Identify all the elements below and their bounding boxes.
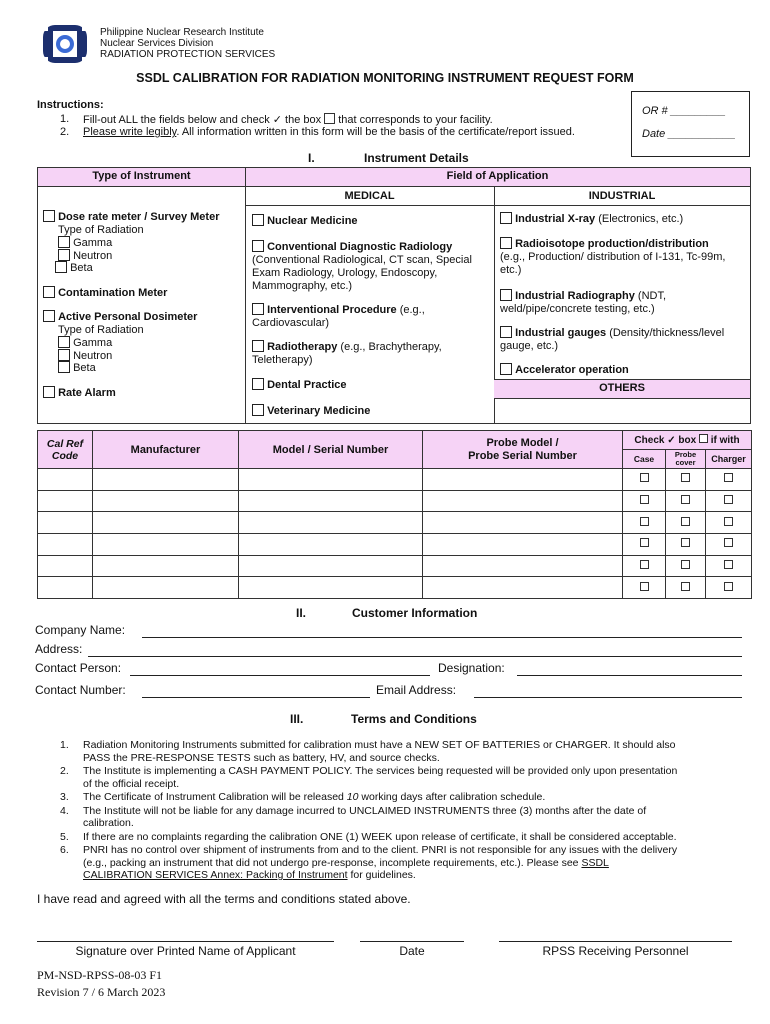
instruction-2-text: . All information written in this form will be the basis of the certificate/report issued. xyxy=(176,126,575,138)
beta-option-2[interactable] xyxy=(58,361,96,375)
model-serial-cell[interactable] xyxy=(239,577,423,599)
applicant-signature-line[interactable] xyxy=(37,941,334,942)
form-title: SSDL CALIBRATION FOR RADIATION MONITORING INSTRUMENT REQUEST FORM xyxy=(136,71,634,85)
gamma-option[interactable] xyxy=(58,236,112,250)
or-number-field[interactable]: OR # _________ xyxy=(642,105,726,117)
term-4-num: 4. xyxy=(60,804,69,817)
calibration-table xyxy=(37,430,752,599)
form-revision: Revision 7 / 6 March 2023 xyxy=(37,985,166,999)
probe-cover-label-1: Probe xyxy=(674,450,697,459)
company-name-label: Company Name: xyxy=(35,623,126,637)
rate-alarm-option[interactable] xyxy=(43,386,116,400)
contact-number-input[interactable] xyxy=(142,697,370,698)
designation-label: Designation: xyxy=(438,661,505,675)
probe-serial-cell[interactable] xyxy=(423,490,623,512)
cal-ref-cell[interactable] xyxy=(38,512,93,534)
type-of-radiation-label: Type of Radiation xyxy=(58,224,144,236)
pnri-logo-icon xyxy=(40,23,90,65)
term-5-line-1: If there are no complaints regarding the calibration ONE (1) WEEK upon release of certificate, it shall be considered acceptable. xyxy=(83,830,677,843)
charger-checkbox-cell[interactable] xyxy=(706,512,752,534)
gamma-label: Gamma xyxy=(73,237,113,249)
table-row xyxy=(38,469,752,491)
industrial-xray-label: Industrial X-ray xyxy=(515,213,596,225)
address-label: Address: xyxy=(35,642,83,656)
org-line2: Nuclear Services Division xyxy=(100,38,214,49)
industrial-header: INDUSTRIAL xyxy=(588,190,656,202)
checkbox[interactable] xyxy=(640,473,649,482)
interventional-desc-1: (e.g., xyxy=(399,304,425,316)
annex-link-part-1[interactable]: SSDL xyxy=(581,856,609,869)
apd-checkbox[interactable] xyxy=(43,310,55,322)
term-1-line-1: Radiation Monitoring Instruments submitted for calibration must have a NEW SET OF BATTERIES or CHARGER. It should also xyxy=(83,739,676,751)
veterinary-label: Veterinary Medicine xyxy=(267,405,371,417)
accelerator-option[interactable] xyxy=(500,363,629,377)
manufacturer-cell[interactable] xyxy=(93,555,239,577)
dose-rate-option[interactable] xyxy=(43,210,219,224)
gauges-label: Industrial gauges xyxy=(515,327,607,339)
cal-ref-cell[interactable] xyxy=(38,555,93,577)
instructions-label: Instructions: xyxy=(37,99,104,111)
checkbox[interactable] xyxy=(681,517,690,526)
checkbox[interactable] xyxy=(640,560,649,569)
checkbox[interactable] xyxy=(640,517,649,526)
nuclear-medicine-label: Nuclear Medicine xyxy=(267,215,358,227)
industrial-xray-checkbox[interactable] xyxy=(500,212,512,224)
instruction-1 xyxy=(83,113,493,127)
field-of-application-header: Field of Application xyxy=(446,170,549,182)
section2-num: II. xyxy=(296,606,307,620)
designation-input[interactable] xyxy=(517,675,742,676)
section1-title: Instrument Details xyxy=(364,151,469,165)
term-6-line-1: PNRI has no control over shipment of instruments from and to the client. PNRI is not responsible for any issues with the delivery xyxy=(83,844,678,856)
charger-checkbox-cell[interactable] xyxy=(706,469,752,491)
charger-checkbox-cell[interactable] xyxy=(706,555,752,577)
charger-checkbox-cell[interactable] xyxy=(706,490,752,512)
term-1 xyxy=(60,739,735,764)
instruction-2-emphasis: Please write legibly xyxy=(83,126,177,138)
beta-checkbox-2[interactable] xyxy=(58,361,70,373)
nuclear-medicine-checkbox[interactable] xyxy=(252,214,264,226)
probe-serial-cell[interactable] xyxy=(423,469,623,491)
term-4-line-2: calibration. xyxy=(83,817,134,829)
instruction-2 xyxy=(83,126,575,139)
beta-label: Beta xyxy=(70,262,93,274)
case-checkbox-cell[interactable] xyxy=(623,555,666,577)
radiotherapy-desc-2: Teletherapy) xyxy=(252,354,313,366)
industrial-xray-option[interactable] xyxy=(500,212,683,226)
neutron-label: Neutron xyxy=(73,250,113,262)
instruction-1-text-a: Fill-out ALL the fields below and check ✓ the box xyxy=(83,114,322,126)
checkbox[interactable] xyxy=(681,538,690,547)
cal-ref-cell[interactable] xyxy=(38,534,93,556)
radioisotope-label: Radioisotope production/distribution xyxy=(515,238,709,250)
contamination-label: Contamination Meter xyxy=(58,287,168,299)
conventional-radiology-desc-3: Mammography, etc.) xyxy=(252,280,353,292)
conventional-radiology-checkbox[interactable] xyxy=(252,240,264,252)
manufacturer-cell[interactable] xyxy=(93,512,239,534)
radiotherapy-desc-1: (e.g., Brachytherapy, xyxy=(340,341,442,353)
section1-num: I. xyxy=(308,151,315,165)
neutron-checkbox-2[interactable] xyxy=(58,349,70,361)
table-row xyxy=(38,512,752,534)
veterinary-checkbox[interactable] xyxy=(252,404,264,416)
probe-cover-checkbox-cell[interactable] xyxy=(666,534,706,556)
term-2-num: 2. xyxy=(60,765,69,777)
checkbox[interactable] xyxy=(724,473,733,482)
accelerator-label: Accelerator operation xyxy=(515,364,629,376)
term-4-line-1: The Institute will not be liable for any damage incurred to UNCLAIMED INSTRUMENTS three (3) months after the date of xyxy=(83,804,647,817)
model-serial-cell[interactable] xyxy=(239,512,423,534)
check-box-header xyxy=(623,431,752,450)
model-serial-cell[interactable] xyxy=(239,469,423,491)
term-5 xyxy=(60,831,735,844)
gamma-label-2: Gamma xyxy=(73,337,113,349)
conventional-radiology-desc-1: (Conventional Radiological, CT scan, Special xyxy=(252,254,472,266)
checkbox[interactable] xyxy=(724,582,733,591)
term-2 xyxy=(60,765,735,790)
probe-serial-cell[interactable] xyxy=(423,512,623,534)
rpss-signature-line[interactable] xyxy=(499,941,732,942)
term-3-num: 3. xyxy=(60,791,69,803)
term-3-text-b: working days after calibration schedule. xyxy=(358,791,546,803)
model-serial-cell[interactable] xyxy=(239,555,423,577)
if-with-label: if with xyxy=(710,435,740,446)
case-checkbox-cell[interactable] xyxy=(623,490,666,512)
check-box-label: Check ✓ box xyxy=(634,435,697,446)
radiotherapy-option[interactable] xyxy=(252,340,492,367)
interventional-option[interactable] xyxy=(252,303,492,330)
terms-list xyxy=(60,739,735,882)
term-2-line-1: The Institute is implementing a CASH PAYMENT POLICY. The services being requested will be provided only upon presentation xyxy=(83,765,678,777)
checkbox[interactable] xyxy=(681,473,690,482)
or-box xyxy=(631,91,750,157)
contamination-checkbox[interactable] xyxy=(43,286,55,298)
cal-ref-code-header xyxy=(38,431,93,469)
rate-alarm-checkbox[interactable] xyxy=(43,386,55,398)
manufacturer-cell[interactable] xyxy=(93,469,239,491)
contact-person-label: Contact Person: xyxy=(35,661,122,675)
charger-checkbox-cell[interactable] xyxy=(706,534,752,556)
date-signature-line[interactable] xyxy=(360,941,464,942)
cal-ref-cell[interactable] xyxy=(38,577,93,599)
date-signature-label: Date xyxy=(399,944,425,958)
case-header: Case xyxy=(623,450,666,469)
section3-title: Terms and Conditions xyxy=(351,712,477,726)
industrial-xray-desc: (Electronics, etc.) xyxy=(598,213,684,225)
gauges-desc-1: (Density/thickness/level xyxy=(609,327,725,339)
type-of-instrument-header: Type of Instrument xyxy=(92,170,191,182)
beta-label-2: Beta xyxy=(73,362,96,374)
cal-ref-cell[interactable] xyxy=(38,490,93,512)
gauges-option[interactable] xyxy=(500,326,750,353)
cal-ref-cell[interactable] xyxy=(38,469,93,491)
manufacturer-cell[interactable] xyxy=(93,577,239,599)
model-serial-header: Model / Serial Number xyxy=(239,431,423,469)
org-line1: Philippine Nuclear Research Institute xyxy=(100,27,264,38)
checkbox-sample-icon-2 xyxy=(699,434,708,443)
radiography-label: Industrial Radiography xyxy=(515,290,635,302)
table-row xyxy=(38,577,752,599)
checkbox[interactable] xyxy=(681,495,690,504)
model-serial-cell[interactable] xyxy=(239,490,423,512)
checkbox[interactable] xyxy=(724,538,733,547)
probe-serial-cell[interactable] xyxy=(423,577,623,599)
beta-checkbox[interactable] xyxy=(55,261,67,273)
dental-checkbox[interactable] xyxy=(252,378,264,390)
accelerator-checkbox[interactable] xyxy=(500,363,512,375)
gamma-option-2[interactable] xyxy=(58,336,112,350)
table-row xyxy=(38,534,752,556)
radiotherapy-checkbox[interactable] xyxy=(252,340,264,352)
medical-header: MEDICAL xyxy=(344,190,395,202)
gauges-checkbox[interactable] xyxy=(500,326,512,338)
instruction-1-text-b: that corresponds to your facility. xyxy=(338,114,493,126)
table-row xyxy=(38,555,752,577)
term-6-line-2: (e.g., packing an instrument that did not undergo pre-response, incomplete requirements, etc.). Please see xyxy=(83,856,582,869)
contact-number-label: Contact Number: xyxy=(35,683,126,697)
neutron-label-2: Neutron xyxy=(73,350,113,362)
probe-cover-checkbox-cell[interactable] xyxy=(666,469,706,491)
checkbox[interactable] xyxy=(640,538,649,547)
checkbox[interactable] xyxy=(724,560,733,569)
radioisotope-checkbox[interactable] xyxy=(500,237,512,249)
term-3 xyxy=(60,791,735,804)
company-name-input[interactable] xyxy=(142,637,742,638)
instrument-table xyxy=(37,167,751,424)
term-1-num: 1. xyxy=(60,739,69,751)
checkbox[interactable] xyxy=(681,582,690,591)
checkbox[interactable] xyxy=(724,517,733,526)
email-label: Email Address: xyxy=(376,683,457,697)
checkbox[interactable] xyxy=(640,495,649,504)
nuclear-medicine-option[interactable] xyxy=(252,214,358,228)
term-2-line-2: of the official receipt. xyxy=(83,777,180,790)
probe-serial-label: Probe Serial Number xyxy=(468,449,577,462)
interventional-checkbox[interactable] xyxy=(252,303,264,315)
checkbox[interactable] xyxy=(724,495,733,504)
term-1-line-2: PASS the PRE-RESPONSE TESTS such as battery, HV, and source checks. xyxy=(83,751,440,764)
term-6 xyxy=(60,844,735,882)
probe-cover-label-2: cover xyxy=(675,458,696,467)
probe-cover-checkbox-cell[interactable] xyxy=(666,577,706,599)
term-3-text-a: The Certificate of Instrument Calibration will be released xyxy=(83,791,347,803)
instruction-1-num: 1. xyxy=(60,113,70,125)
probe-cover-checkbox-cell[interactable] xyxy=(666,555,706,577)
term-5-num: 5. xyxy=(60,830,69,843)
interventional-desc-2: Cardiovascular) xyxy=(252,317,330,329)
term-3-days: 10 xyxy=(346,791,359,803)
neutron-checkbox[interactable] xyxy=(58,249,70,261)
form-code: PM-NSD-RPSS-08-03 F1 xyxy=(37,968,163,982)
charger-header: Charger xyxy=(706,450,752,469)
radiography-desc-2: weld/pipe/concrete testing, etc.) xyxy=(500,303,655,315)
probe-cover-checkbox-cell[interactable] xyxy=(666,512,706,534)
case-checkbox-cell[interactable] xyxy=(623,577,666,599)
cal-ref-label: Cal Ref xyxy=(46,437,84,450)
probe-model-label: Probe Model / xyxy=(486,436,559,449)
radioisotope-option[interactable] xyxy=(500,237,750,277)
charger-checkbox-cell[interactable] xyxy=(706,577,752,599)
checkbox[interactable] xyxy=(640,582,649,591)
contact-person-input[interactable] xyxy=(130,675,430,676)
interventional-label: Interventional Procedure xyxy=(267,304,397,316)
or-date-field[interactable]: Date ___________ xyxy=(642,128,736,140)
apd-option[interactable] xyxy=(43,310,197,324)
org-line3: RADIATION PROTECTION SERVICES xyxy=(100,49,276,60)
radioisotope-desc-1: (e.g., Production/ distribution of I-131, Tc-99m, xyxy=(500,251,726,263)
apd-label: Active Personal Dosimeter xyxy=(58,311,198,323)
model-serial-cell[interactable] xyxy=(239,534,423,556)
probe-cover-checkbox-cell[interactable] xyxy=(666,490,706,512)
dose-rate-label: Dose rate meter / Survey Meter xyxy=(58,211,220,223)
term-6-line-3: for guidelines. xyxy=(347,869,416,881)
case-checkbox-cell[interactable] xyxy=(623,469,666,491)
radioisotope-desc-2: etc.) xyxy=(500,264,522,276)
code-label: Code xyxy=(51,449,79,462)
annex-link-part-2[interactable]: CALIBRATION SERVICES Annex: Packing of Instrument xyxy=(83,869,348,881)
checkbox[interactable] xyxy=(681,560,690,569)
radiography-desc-1: (NDT, xyxy=(637,290,667,302)
radiotherapy-label: Radiotherapy xyxy=(267,341,338,353)
probe-serial-cell[interactable] xyxy=(423,555,623,577)
instruction-2-num: 2. xyxy=(60,126,70,138)
applicant-signature-label: Signature over Printed Name of Applicant xyxy=(75,944,296,958)
conventional-radiology-desc-2: Exam Radiology, Urology, Endoscopy, xyxy=(252,267,438,279)
probe-cover-header xyxy=(666,450,706,469)
radiography-option[interactable] xyxy=(500,289,750,316)
email-input[interactable] xyxy=(474,697,742,698)
gauges-desc-2: gauge, etc.) xyxy=(500,340,559,352)
others-header: OTHERS xyxy=(599,382,645,394)
section3-num: III. xyxy=(290,712,304,726)
dental-option[interactable] xyxy=(252,378,347,392)
manufacturer-cell[interactable] xyxy=(93,490,239,512)
case-checkbox-cell[interactable] xyxy=(623,512,666,534)
others-input[interactable] xyxy=(494,400,750,423)
section2-title: Customer Information xyxy=(352,606,478,620)
manufacturer-cell[interactable] xyxy=(93,534,239,556)
conventional-radiology-label: Conventional Diagnostic Radiology xyxy=(267,241,453,253)
rpss-signature-label: RPSS Receiving Personnel xyxy=(542,944,689,958)
case-checkbox-cell[interactable] xyxy=(623,534,666,556)
checkbox-sample-icon xyxy=(324,113,335,124)
contamination-option[interactable] xyxy=(43,286,167,300)
address-input[interactable] xyxy=(88,656,742,657)
rate-alarm-label: Rate Alarm xyxy=(58,387,116,399)
conventional-radiology-option[interactable] xyxy=(252,240,492,293)
gamma-checkbox[interactable] xyxy=(58,236,70,248)
gamma-checkbox-2[interactable] xyxy=(58,336,70,348)
radiography-checkbox[interactable] xyxy=(500,289,512,301)
term-6-num: 6. xyxy=(60,844,69,856)
table-row xyxy=(38,490,752,512)
probe-header xyxy=(423,431,623,469)
type-of-radiation-label-2: Type of Radiation xyxy=(58,324,144,336)
agreement-text: I have read and agreed with all the terms and conditions stated above. xyxy=(37,892,411,906)
beta-option[interactable] xyxy=(55,261,93,275)
dental-label: Dental Practice xyxy=(267,379,347,391)
probe-serial-cell[interactable] xyxy=(423,534,623,556)
dose-rate-checkbox[interactable] xyxy=(43,210,55,222)
manufacturer-header: Manufacturer xyxy=(93,431,239,469)
term-4 xyxy=(60,805,735,830)
veterinary-option[interactable] xyxy=(252,404,370,418)
